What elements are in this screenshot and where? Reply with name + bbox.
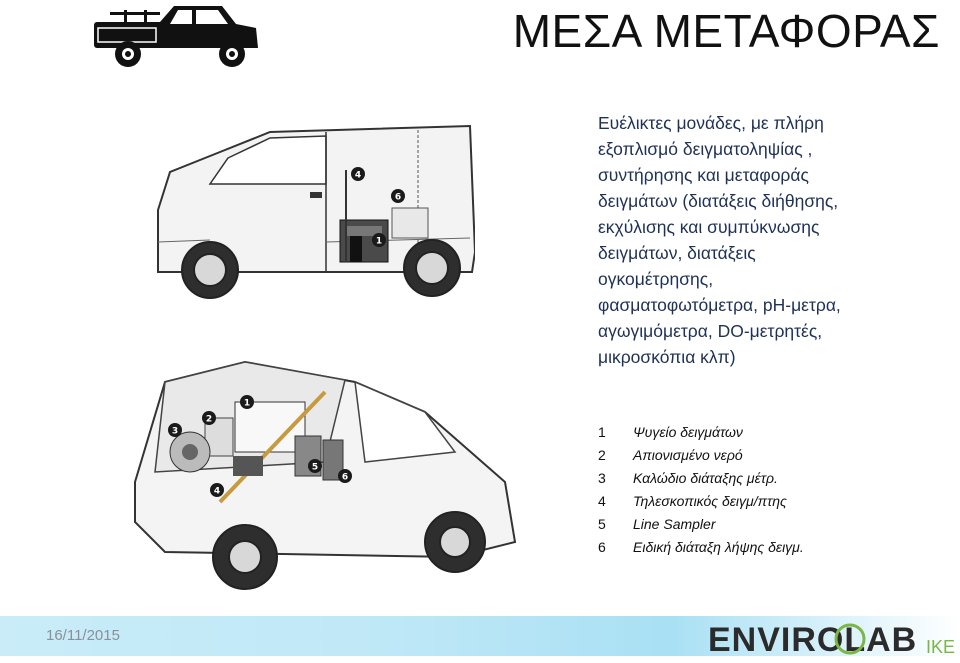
van-open-marker-1 xyxy=(240,395,254,409)
legend-item xyxy=(598,489,938,512)
description-line: εξοπλισμό δειγματοληψίας , xyxy=(598,139,813,159)
legend-label: Καλώδιο διάταξης μέτρ. xyxy=(633,469,778,486)
van-side-marker-1 xyxy=(372,233,386,247)
legend-item xyxy=(598,466,938,489)
svg-text:6: 6 xyxy=(394,192,402,203)
legend-number: 5 xyxy=(598,515,606,532)
svg-text:IKE: IKE xyxy=(926,637,956,657)
svg-text:5: 5 xyxy=(311,462,319,473)
description-line: μικροσκόπια κλπ) xyxy=(598,347,736,367)
description-line: ογκομέτρησης, xyxy=(598,269,714,289)
svg-text:6: 6 xyxy=(341,472,349,483)
description-line: εκχύλισης και συμπύκνωσης xyxy=(598,217,820,237)
legend-number: 3 xyxy=(598,469,606,486)
svg-text:ENVIROLAB: ENVIROLAB xyxy=(708,621,918,659)
van-side-marker-4 xyxy=(351,167,365,181)
van-open-marker-6 xyxy=(338,469,352,483)
footer-date: 16/11/2015 xyxy=(46,627,120,644)
description-line: Ευέλικτες μονάδες, με πλήρη xyxy=(598,113,824,133)
van-open-marker-5 xyxy=(308,459,322,473)
svg-text:1: 1 xyxy=(243,398,251,409)
van-open-marker-2 xyxy=(202,411,216,425)
description-line: δειγμάτων, διατάξεις xyxy=(598,243,756,263)
legend-number: 2 xyxy=(598,446,606,463)
legend-number: 6 xyxy=(598,538,606,555)
equipment-legend xyxy=(598,420,938,558)
svg-text:3: 3 xyxy=(171,426,179,437)
legend-item xyxy=(598,420,938,443)
legend-number: 1 xyxy=(598,423,606,440)
legend-item xyxy=(598,512,938,535)
legend-number: 4 xyxy=(598,492,606,509)
pickup-truck-icon xyxy=(90,2,262,72)
legend-item xyxy=(598,443,938,466)
legend-label: Απιονισμένο νερό xyxy=(633,446,743,463)
svg-text:2: 2 xyxy=(205,414,213,425)
envirolab-logo xyxy=(708,617,958,659)
description-line: συντήρησης και μεταφοράς xyxy=(598,165,809,185)
description-text xyxy=(598,110,928,370)
legend-label: Line Sampler xyxy=(633,515,716,532)
page-title: ΜΕΣΑ ΜΕΤΑΦΟΡΑΣ xyxy=(512,5,940,57)
footer xyxy=(0,616,960,663)
van-open-marker-4 xyxy=(210,483,224,497)
van-side-marker-6 xyxy=(391,189,405,203)
legend-label: Ειδική διάταξη λήψης δειγμ. xyxy=(633,538,804,555)
description-line: φασματοφωτόμετρα, pH-μετρα, xyxy=(598,295,841,315)
description-line: αγωγιμόμετρα, DO-μετρητές, xyxy=(598,321,823,341)
van-open-marker-3 xyxy=(168,423,182,437)
description-line: δειγμάτων (διατάξεις διήθησης, xyxy=(598,191,839,211)
svg-text:1: 1 xyxy=(375,236,383,247)
legend-label: Ψυγείο δειγμάτων xyxy=(633,423,743,440)
svg-text:4: 4 xyxy=(213,486,221,497)
van-side-illustration xyxy=(150,112,475,312)
van-open-illustration xyxy=(125,352,525,602)
legend-label: Τηλεσκοπικός δειγμ/πτης xyxy=(633,492,787,509)
legend-item xyxy=(598,535,938,558)
svg-text:4: 4 xyxy=(354,170,362,181)
